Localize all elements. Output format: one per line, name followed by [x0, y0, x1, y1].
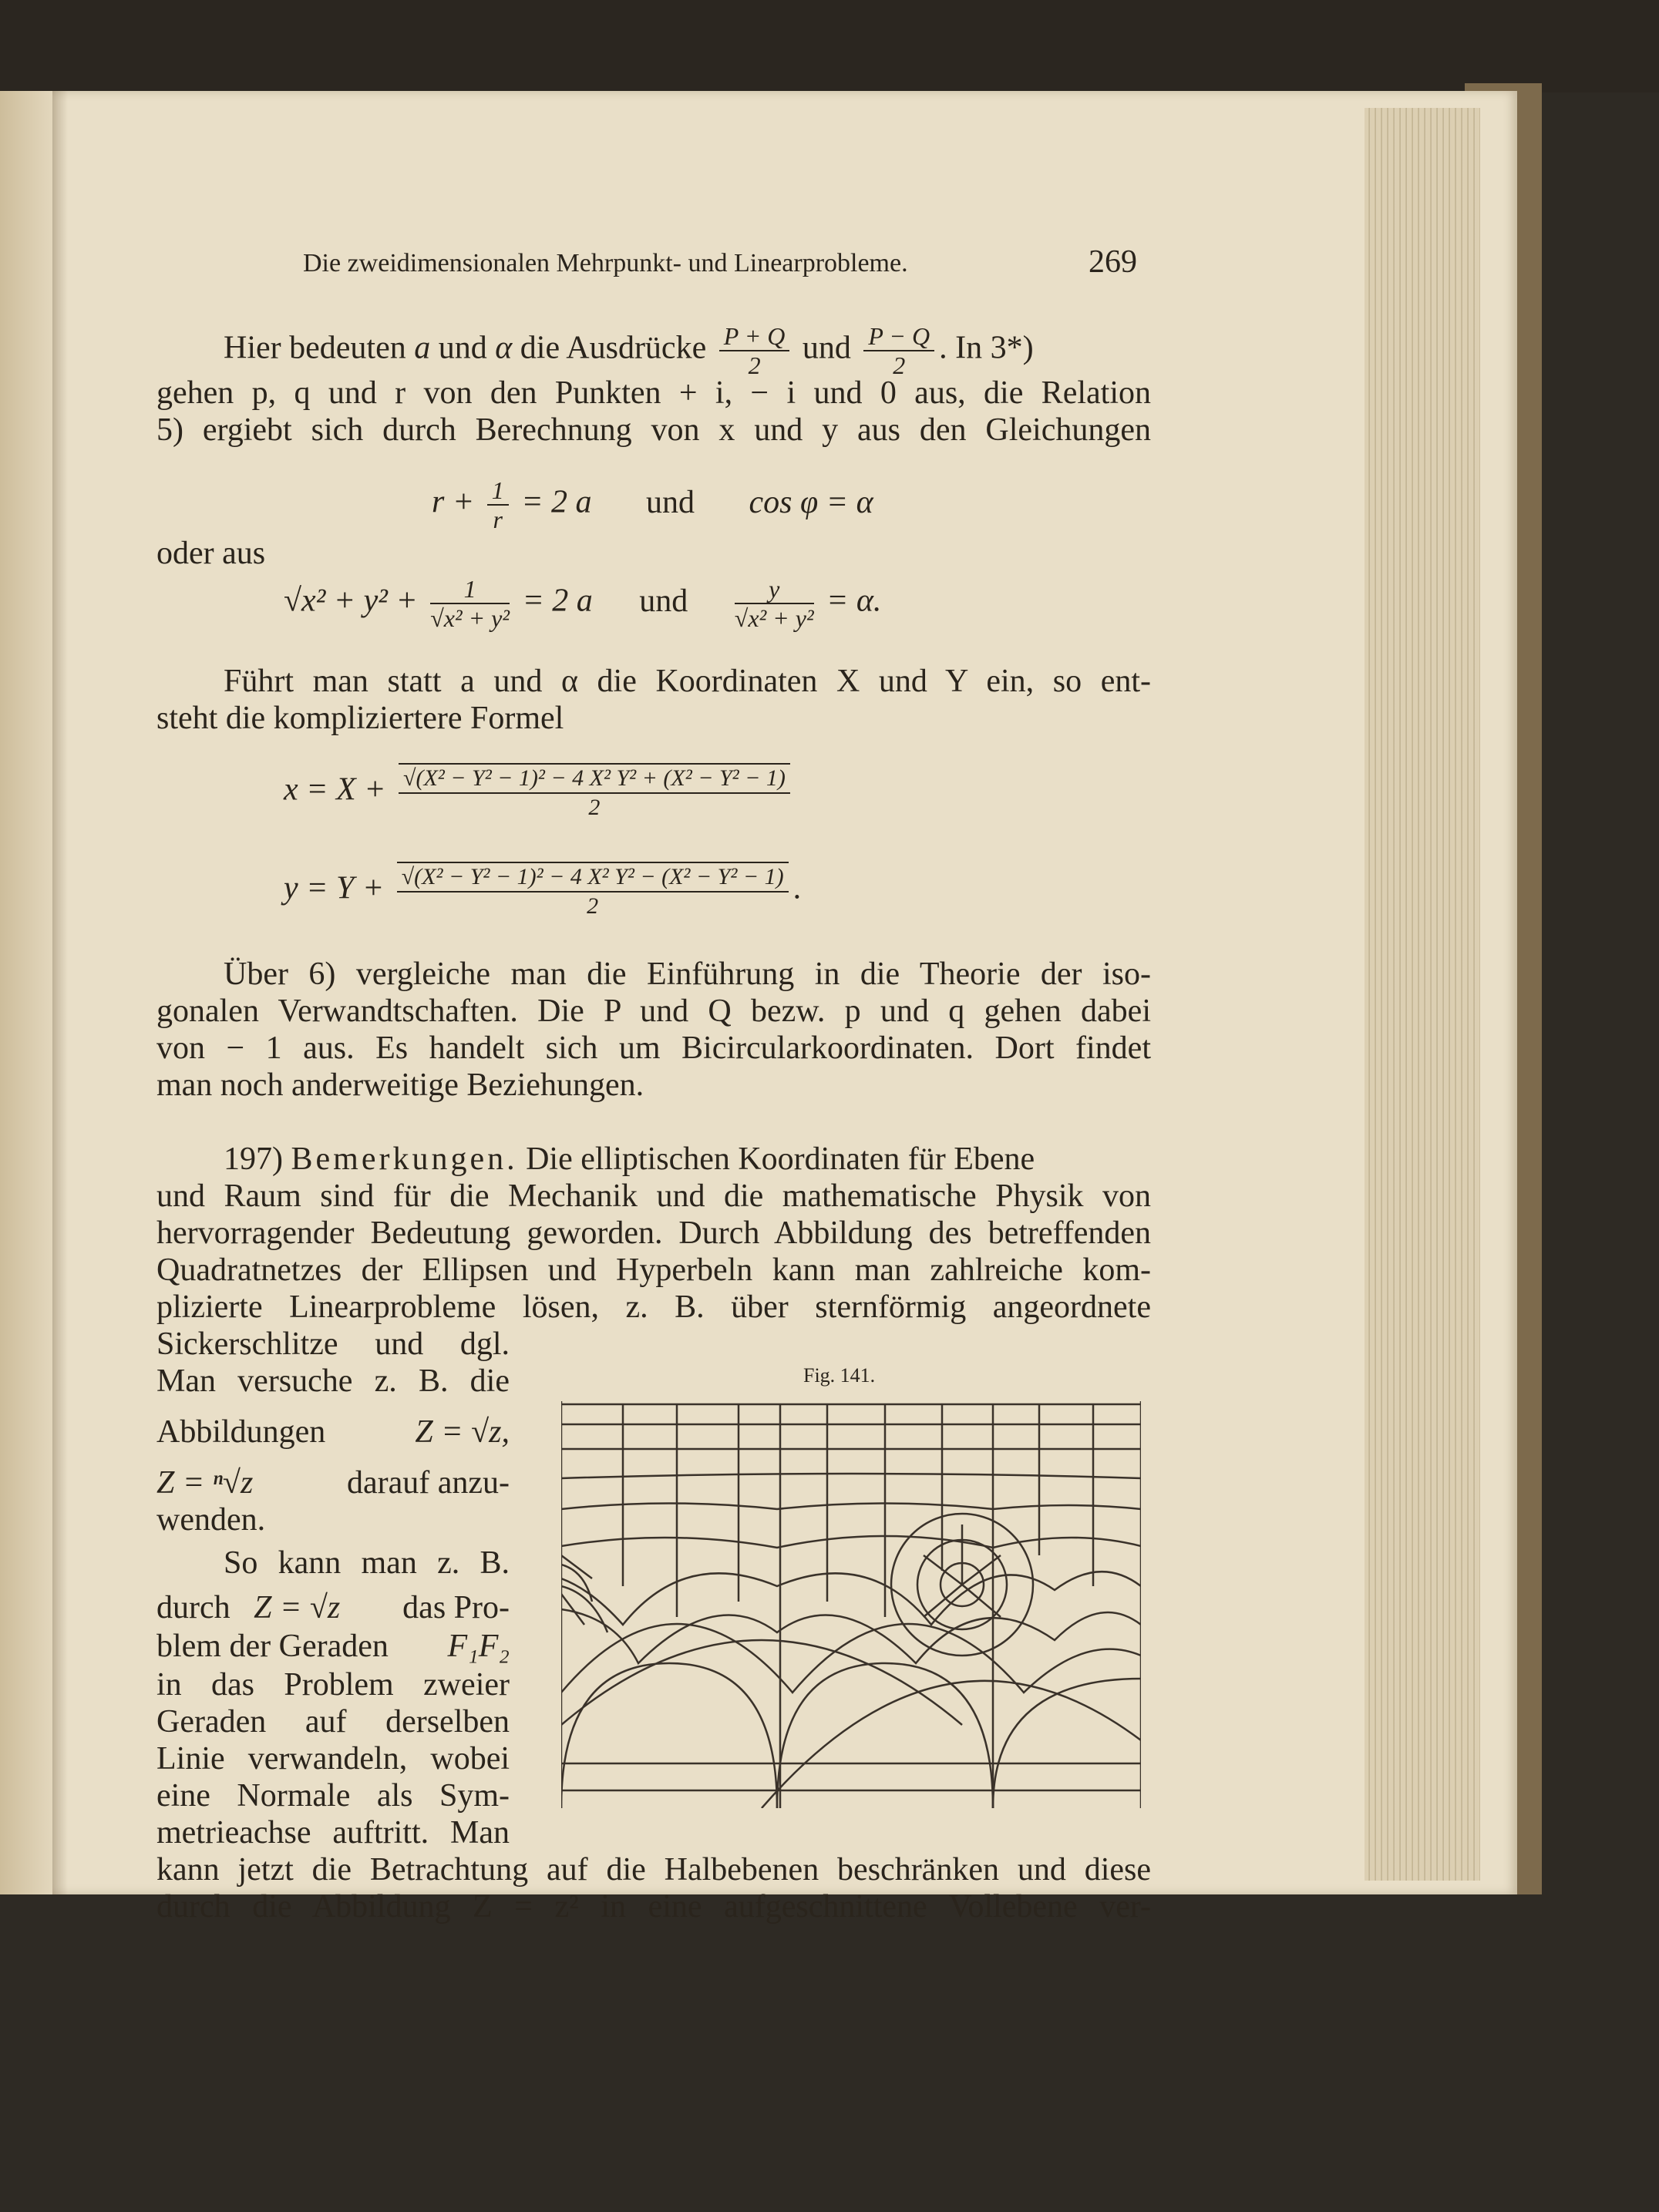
period: .	[792, 870, 802, 906]
text: darauf anzu-	[346, 1465, 510, 1501]
col-line2: Man versuche z. B. die	[156, 1363, 510, 1399]
para2-line2: steht die kompliziertere Formel	[156, 701, 564, 736]
eq-lhs: r +	[432, 484, 475, 520]
text: und	[802, 330, 851, 366]
fraction-1-over-root	[430, 575, 510, 632]
formula: F₁F₂	[447, 1629, 510, 1664]
page-gutter-shadow	[52, 91, 68, 1894]
para4-line4: Quadratnetzes der Ellipsen und Hyperbeln kann man zahlreiche kom-	[156, 1252, 1151, 1288]
tail-line1: kann jetzt die Betrachtung auf die Halbebenen beschränken und diese	[156, 1852, 1151, 1888]
col-line13: metrieachse auftritt. Man	[156, 1815, 510, 1851]
para4-line5: plizierte Linearprobleme lösen, z. B. über sternförmig angeordnete	[156, 1289, 1151, 1325]
col-line8	[156, 1628, 510, 1665]
figure-label: Fig. 141.	[803, 1364, 876, 1387]
numerator: √(X² − Y² − 1)² − 4 X² Y² − (X² − Y² − 1)	[397, 862, 789, 893]
background-bottom	[0, 1894, 1659, 2212]
eq-second: cos φ = α	[749, 484, 873, 520]
figure-141	[561, 1401, 1141, 1808]
denominator: 2	[893, 351, 906, 379]
col-line10: Geraden auf derselben	[156, 1704, 510, 1740]
und: und	[639, 583, 688, 619]
denominator: √x² + y²	[734, 604, 814, 632]
numerator: y	[735, 575, 814, 604]
eq-rhs: = 2 a	[521, 484, 592, 520]
grid-curve-h	[561, 1504, 1141, 1510]
para3-line2: gonalen Verwandtschaften. Die P und Q bezw. p und q gehen dabei	[156, 993, 1151, 1029]
und: und	[646, 484, 695, 520]
fraction-p-plus-q	[719, 322, 790, 379]
grid-curve-h	[561, 1609, 1141, 1663]
grid-arc	[561, 1640, 962, 1725]
equation-3	[284, 763, 795, 822]
grid-curve-h	[561, 1474, 1141, 1478]
denominator: 2	[587, 893, 599, 919]
denominator: √x² + y²	[430, 604, 510, 632]
text: die Ausdrücke	[512, 330, 707, 366]
numerator: 1	[487, 476, 509, 506]
section-title: Bemerkungen.	[291, 1141, 518, 1177]
oder-aus: oder aus	[156, 536, 266, 571]
numerator: P + Q	[719, 322, 790, 351]
equation-1	[432, 476, 873, 533]
grid-semicircle	[561, 1663, 777, 1808]
col-line12: eine Normale als Sym-	[156, 1778, 510, 1814]
col-line11: Linie verwandeln, wobei	[156, 1741, 510, 1777]
page-stack-edges	[1365, 108, 1480, 1881]
denominator: 2	[748, 351, 761, 379]
radical-fraction	[397, 862, 789, 920]
fraction-y-over-root	[735, 575, 814, 632]
para1-line2: gehen p, q und r von den Punkten + i, − i und 0 aus, die Relation	[156, 375, 1151, 411]
figure-frame	[561, 1401, 1141, 1808]
facing-page-edge	[0, 91, 52, 1910]
formula: Z = √z	[254, 1590, 341, 1625]
grid-arc	[561, 1624, 1141, 1693]
denominator: 2	[588, 795, 601, 820]
para4-line1	[224, 1141, 1035, 1178]
eq-rhs: = 2 a	[522, 583, 593, 619]
section-number: 197)	[224, 1141, 283, 1177]
para2-line1: Führt man statt a und α die Koordinaten X und Y ein, so ent-	[224, 664, 1151, 699]
grid-curve-h	[561, 1536, 1141, 1548]
equation-2	[284, 575, 881, 632]
fraction-p-minus-q	[863, 322, 934, 379]
text: Abbildungen	[156, 1414, 326, 1450]
symbol-alpha: α	[495, 330, 513, 366]
col-line7	[156, 1589, 510, 1626]
background-top	[0, 0, 1659, 92]
page-number: 269	[1089, 244, 1137, 280]
para3-line1: Über 6) vergleiche man die Einführung in die Theorie der iso-	[224, 956, 1151, 992]
para1-line1	[224, 322, 1034, 379]
symbol-a: a	[414, 330, 431, 366]
eq-root: √x² + y² +	[284, 583, 418, 619]
col-line9: in das Problem zweier	[156, 1667, 510, 1703]
formula: Z = √z,	[415, 1414, 510, 1450]
equation-4	[284, 862, 801, 920]
eq-lhs: y = Y +	[284, 870, 385, 906]
radical-fraction	[399, 763, 790, 822]
eq-rhs2: = α.	[826, 583, 882, 619]
para3-line3: von − 1 aus. Es handelt sich um Bicircularkoordinaten. Dort findet	[156, 1030, 1151, 1066]
tail-line2: durch die Abbildung Z = z² in eine aufgeschnittene Vollebene ver-	[156, 1889, 1151, 1925]
text: das Pro-	[402, 1590, 510, 1625]
numerator: 1	[430, 575, 510, 604]
numerator: P − Q	[863, 322, 934, 351]
grid-semicircle	[777, 1663, 993, 1808]
text: . In 3*)	[939, 330, 1034, 366]
text: Hier bedeuten	[224, 330, 415, 366]
para4-line2: und Raum sind für die Mechanik und die mathematische Physik von	[156, 1178, 1151, 1214]
text: blem der Geraden	[156, 1629, 389, 1664]
numerator: √(X² − Y² − 1)² − 4 X² Y² + (X² − Y² − 1)	[399, 763, 790, 794]
para3-line4: man noch anderweitige Beziehungen.	[156, 1067, 644, 1103]
text: durch	[156, 1590, 231, 1625]
running-title: Die zweidimensionalen Mehrpunkt- und Linearprobleme.	[303, 249, 908, 277]
col-line3	[156, 1414, 510, 1451]
text: und	[430, 330, 496, 366]
col-line5: wenden.	[156, 1502, 266, 1538]
text: Die elliptischen Koordinaten für Ebene	[526, 1141, 1035, 1177]
formula: Z = ⁿ√z	[156, 1465, 254, 1501]
fraction-1-over-r	[487, 476, 509, 533]
grid-curve-h	[561, 1572, 1141, 1625]
denominator: r	[493, 506, 503, 533]
grid-arc	[762, 1681, 1141, 1808]
edge-rays	[561, 1555, 607, 1632]
col-line1: Sickerschlitze und dgl.	[156, 1326, 510, 1362]
eq-lhs: x = X +	[284, 772, 386, 808]
para4-line3: hervorragender Bedeutung geworden. Durch Abbildung des betreffenden	[156, 1215, 1151, 1251]
col-line6: So kann man z. B.	[224, 1545, 510, 1581]
col-line4	[156, 1464, 510, 1501]
para1-line3: 5) ergiebt sich durch Berechnung von x und y aus den Gleichungen	[156, 412, 1151, 448]
